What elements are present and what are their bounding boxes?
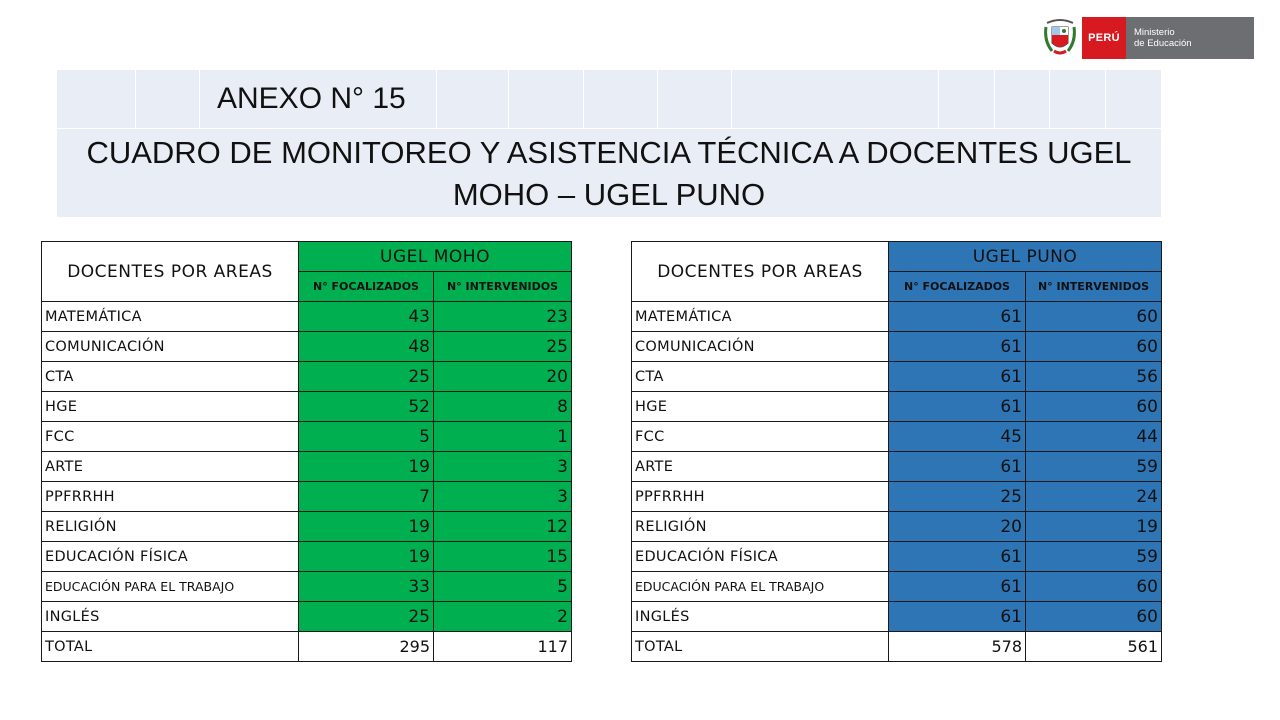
table-row (632, 482, 1162, 512)
title-line-2: MOHO – UGEL PUNO (452, 176, 766, 212)
grid-divider (994, 70, 995, 128)
ugel-puno-table (631, 241, 1162, 662)
focalizados-cell: 25 (299, 602, 434, 632)
intervenidos-cell: 60 (1026, 602, 1162, 632)
area-cell: ARTE (42, 452, 299, 482)
area-cell: EDUCACIÓN PARA EL TRABAJO (42, 572, 299, 602)
table-row (42, 542, 572, 572)
coat-of-arms-icon (1044, 17, 1076, 59)
area-cell: MATEMÁTICA (42, 302, 299, 332)
table-row (632, 422, 1162, 452)
intervenidos-cell: 59 (1026, 542, 1162, 572)
area-cell: HGE (632, 392, 889, 422)
grid-divider (135, 70, 136, 128)
table-row (632, 542, 1162, 572)
intervenidos-cell: 59 (1026, 452, 1162, 482)
area-cell: INGLÉS (632, 602, 889, 632)
intervenidos-cell: 19 (1026, 512, 1162, 542)
total-focalizados: 578 (889, 632, 1026, 662)
table-row (632, 602, 1162, 632)
total-row (42, 632, 572, 662)
table-row (42, 332, 572, 362)
intervenidos-cell: 5 (434, 572, 572, 602)
focalizados-cell: 45 (889, 422, 1026, 452)
table-row (632, 392, 1162, 422)
table-row (42, 422, 572, 452)
total-label: TOTAL (42, 632, 299, 662)
intervenidos-cell: 44 (1026, 422, 1162, 452)
focalizados-cell: 61 (889, 302, 1026, 332)
area-cell: MATEMÁTICA (632, 302, 889, 332)
grid-divider (583, 70, 584, 128)
intervenidos-cell: 25 (434, 332, 572, 362)
table-row (42, 572, 572, 602)
intervenidos-cell: 12 (434, 512, 572, 542)
area-cell: COMUNICACIÓN (632, 332, 889, 362)
focalizados-cell: 20 (889, 512, 1026, 542)
table-row (632, 512, 1162, 542)
ministry-logo (1044, 17, 1254, 59)
intervenidos-cell: 60 (1026, 332, 1162, 362)
intervenidos-cell: 56 (1026, 362, 1162, 392)
focalizados-cell: 19 (299, 512, 434, 542)
area-cell: RELIGIÓN (42, 512, 299, 542)
total-label: TOTAL (632, 632, 889, 662)
area-cell: CTA (632, 362, 889, 392)
focalizados-cell: 33 (299, 572, 434, 602)
title-band (57, 70, 1161, 217)
ugel-header: UGEL PUNO (889, 242, 1162, 272)
table-row (42, 302, 572, 332)
focalizados-cell: 48 (299, 332, 434, 362)
col-intervenidos-header: N° INTERVENIDOS (1026, 272, 1162, 302)
intervenidos-cell: 1 (434, 422, 572, 452)
total-focalizados: 295 (299, 632, 434, 662)
grid-divider (436, 70, 437, 128)
grid-divider (1049, 70, 1050, 128)
area-cell: HGE (42, 392, 299, 422)
anexo-row (57, 70, 1161, 129)
area-cell: CTA (42, 362, 299, 392)
focalizados-cell: 61 (889, 602, 1026, 632)
area-cell: PPFRRHH (42, 482, 299, 512)
area-cell: EDUCACIÓN PARA EL TRABAJO (632, 572, 889, 602)
intervenidos-cell: 3 (434, 452, 572, 482)
intervenidos-cell: 8 (434, 392, 572, 422)
title-line-1: CUADRO DE MONITOREO Y ASISTENCIA TÉCNICA A DOCENTES UGEL (86, 134, 1132, 170)
focalizados-cell: 61 (889, 362, 1026, 392)
intervenidos-cell: 24 (1026, 482, 1162, 512)
table-row (632, 332, 1162, 362)
focalizados-cell: 61 (889, 392, 1026, 422)
area-cell: RELIGIÓN (632, 512, 889, 542)
table-row (42, 512, 572, 542)
area-cell: EDUCACIÓN FÍSICA (632, 542, 889, 572)
ugel-header: UGEL MOHO (299, 242, 572, 272)
col-focalizados-header: N° FOCALIZADOS (299, 272, 434, 302)
grid-divider (938, 70, 939, 128)
anexo-label: ANEXO N° 15 (217, 82, 406, 115)
focalizados-cell: 43 (299, 302, 434, 332)
peru-label: PERÚ (1082, 17, 1126, 59)
col-intervenidos-header: N° INTERVENIDOS (434, 272, 572, 302)
intervenidos-cell: 2 (434, 602, 572, 632)
grid-divider (508, 70, 509, 128)
area-cell: FCC (632, 422, 889, 452)
ministry-line-2: de Educación (1134, 38, 1192, 49)
table-row (632, 572, 1162, 602)
focalizados-cell: 61 (889, 332, 1026, 362)
focalizados-cell: 61 (889, 542, 1026, 572)
page-title (57, 130, 1161, 217)
focalizados-cell: 52 (299, 392, 434, 422)
intervenidos-cell: 15 (434, 542, 572, 572)
focalizados-cell: 7 (299, 482, 434, 512)
area-header: DOCENTES POR AREAS (42, 242, 299, 302)
ministry-line-1: Ministerio (1134, 27, 1175, 38)
table-row (632, 302, 1162, 332)
grid-divider (199, 70, 200, 128)
total-row (632, 632, 1162, 662)
total-intervenidos: 561 (1026, 632, 1162, 662)
table-row (632, 452, 1162, 482)
area-cell: ARTE (632, 452, 889, 482)
intervenidos-cell: 60 (1026, 392, 1162, 422)
grid-divider (731, 70, 732, 128)
col-focalizados-header: N° FOCALIZADOS (889, 272, 1026, 302)
table-row (632, 362, 1162, 392)
area-header: DOCENTES POR AREAS (632, 242, 889, 302)
grid-divider (1105, 70, 1106, 128)
focalizados-cell: 61 (889, 572, 1026, 602)
area-cell: INGLÉS (42, 602, 299, 632)
area-cell: EDUCACIÓN FÍSICA (42, 542, 299, 572)
total-intervenidos: 117 (434, 632, 572, 662)
table-row (42, 602, 572, 632)
intervenidos-cell: 3 (434, 482, 572, 512)
area-cell: FCC (42, 422, 299, 452)
area-cell: COMUNICACIÓN (42, 332, 299, 362)
intervenidos-cell: 60 (1026, 572, 1162, 602)
focalizados-cell: 19 (299, 452, 434, 482)
focalizados-cell: 25 (299, 362, 434, 392)
table-row (42, 482, 572, 512)
table-row (42, 362, 572, 392)
table-row (42, 452, 572, 482)
ministry-label (1126, 17, 1254, 59)
intervenidos-cell: 20 (434, 362, 572, 392)
area-cell: PPFRRHH (632, 482, 889, 512)
grid-divider (657, 70, 658, 128)
focalizados-cell: 5 (299, 422, 434, 452)
intervenidos-cell: 60 (1026, 302, 1162, 332)
focalizados-cell: 19 (299, 542, 434, 572)
intervenidos-cell: 23 (434, 302, 572, 332)
focalizados-cell: 61 (889, 452, 1026, 482)
table-row (42, 392, 572, 422)
focalizados-cell: 25 (889, 482, 1026, 512)
ugel-moho-table (41, 241, 572, 662)
